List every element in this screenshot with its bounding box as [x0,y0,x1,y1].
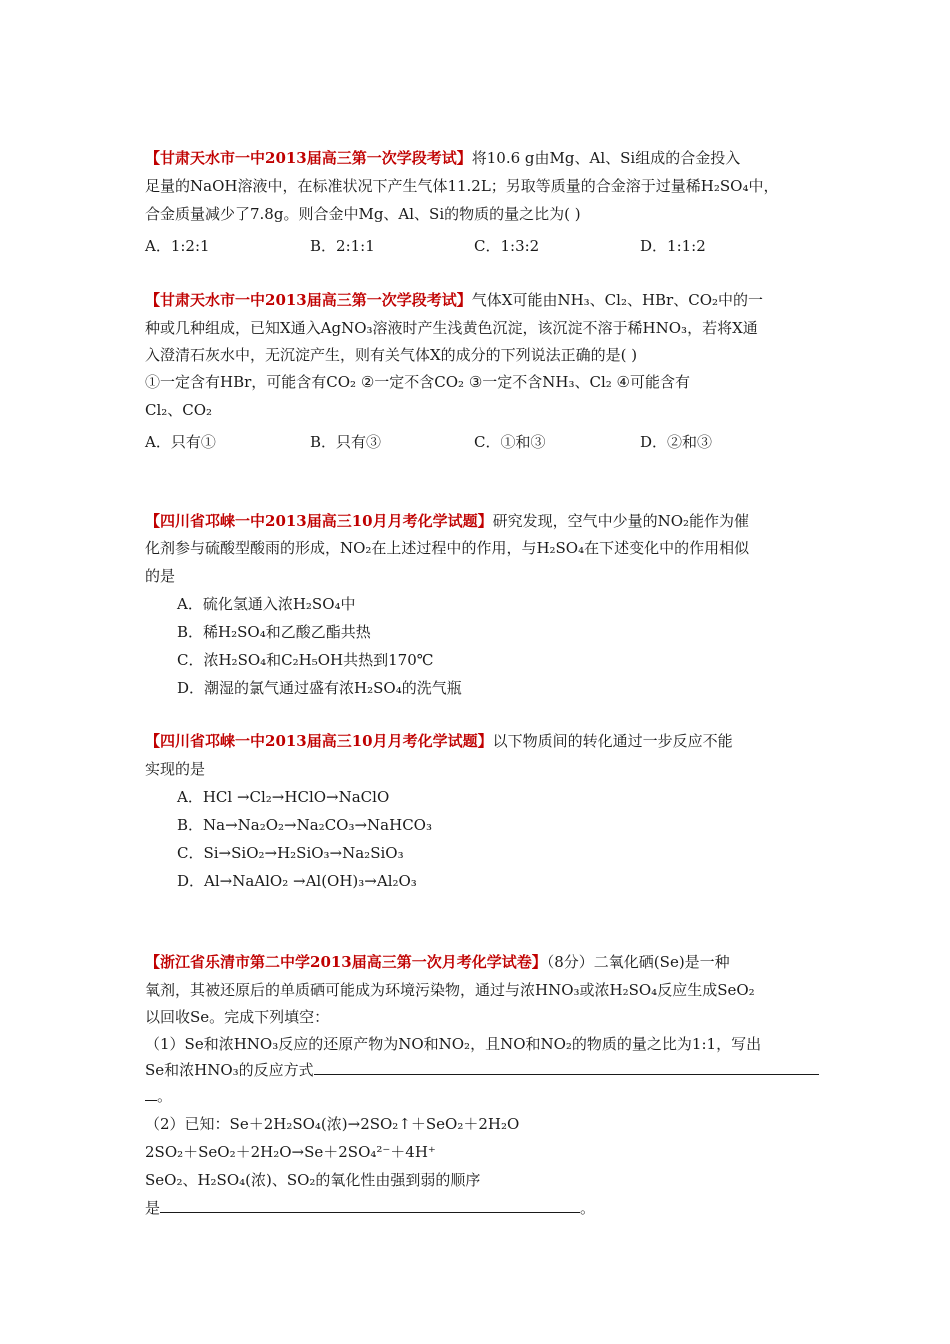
q1-option-a: A．1:2:1 [145,237,210,255]
q5-line5 [145,1060,819,1080]
q5-line2: 氧剂，其被还原后的单质硒可能成为环境污染物，通过与浓HNO₃或浓H₂SO₄反应生成SeO₂ [145,981,755,999]
q1-option-d: D．1:1:2 [640,237,706,255]
q2-line5: Cl₂、CO₂ [145,401,213,419]
q4-line2: 实现的是 [145,760,206,778]
q3-line3: 的是 [145,567,176,585]
q4-option-a: A．HCl →Cl₂→HClO→NaClO [177,788,390,806]
q2-option-a: A．只有① [145,433,216,451]
q1-source: 【甘肃天水市一中2013届高三第一次学段考试】 [145,149,472,167]
q5-line8: 2SO₂＋SeO₂＋2H₂O→Se＋2SO₄²⁻＋4H⁺ [145,1143,436,1161]
q5-text1: （8分）二氧化硒(Se)是一种 [546,953,730,971]
q1-option-c: C．1:3:2 [474,237,540,255]
q2-option-d: D．②和③ [640,433,713,451]
q2-option-b: B．只有③ [310,433,382,451]
q5-line10 [145,1198,595,1218]
q3-source: 【四川省邛崃一中2013届高三10月月考化学试题】 [145,512,493,530]
q2-text1: 气体X可能由NH₃、Cl₂、HBr、CO₂中的一 [471,291,764,309]
answer-blank-1[interactable] [314,1060,819,1075]
q3-line2: 化剂参与硫酸型酸雨的形成，NO₂在上述过程中的作用，与H₂SO₄在下述变化中的作用相似 [145,539,750,557]
q5-line7: （2）已知：Se＋2H₂SO₄(浓)→2SO₂↑＋SeO₂＋2H₂O [145,1115,520,1133]
q3-option-d: D．潮湿的氯气通过盛有浓H₂SO₄的洗气瓶 [177,679,462,697]
q4-text1: 以下物质间的转化通过一步反应不能 [492,732,733,750]
q4-source: 【四川省邛崃一中2013届高三10月月考化学试题】 [145,732,493,750]
q5-line4: （1）Se和浓HNO₃反应的还原产物为NO和NO₂，且NO和NO₂的物质的量之比为1:1，写出 [145,1035,762,1053]
q2-line4: ①一定含有HBr，可能含有CO₂ ②一定不含CO₂ ③一定不含NH₃、Cl₂ ④可能含有 [145,373,691,391]
q1-line3: 合金质量减少了7.8g。则合金中Mg、Al、Si的物质的量之比为( ) [145,205,581,223]
q3-option-c: C．浓H₂SO₄和C₂H₅OH共热到170℃ [177,651,434,669]
q3-line1 [145,511,749,531]
q5-line6-end: 。 [157,1087,173,1105]
q4-line1 [145,731,733,751]
q2-source: 【甘肃天水市一中2013届高三第一次学段考试】 [145,291,472,309]
q3-option-a: A．硫化氢通入浓H₂SO₄中 [177,595,356,613]
q4-option-b: B．Na→Na₂O₂→Na₂CO₃→NaHCO₃ [177,816,432,834]
q5-line6 [145,1086,172,1106]
q5-line10-start: 是 [145,1199,161,1217]
q1-line2: 足量的NaOH溶液中，在标准状况下产生气体11.2L；另取等质量的合金溶于过量稀H₂SO₄中， [145,177,779,195]
answer-blank-1-cont[interactable] [145,1086,157,1101]
q1-line1 [145,148,740,168]
q2-line2: 种或几种组成，已知X通入AgNO₃溶液时产生浅黄色沉淀，该沉淀不溶于稀HNO₃，若将X通 [145,319,758,337]
q2-line1 [145,290,763,310]
q5-line3: 以回收Se。完成下列填空： [145,1008,330,1026]
q4-option-c: C．Si→SiO₂→H₂SiO₃→Na₂SiO₃ [177,844,404,862]
answer-blank-2[interactable] [160,1198,580,1213]
q3-option-b: B．稀H₂SO₄和乙酸乙酯共热 [177,623,371,641]
q5-source: 【浙江省乐清市第二中学2013届高三第一次月考化学试卷】 [145,953,547,971]
q5-line10-end: 。 [580,1199,596,1217]
q1-text1: 将10.6 g由Mg、Al、Si组成的合金投入 [471,149,741,167]
q2-option-c: C．①和③ [474,433,546,451]
q4-option-d: D．Al→NaAlO₂ →Al(OH)₃→Al₂O₃ [177,872,417,890]
q2-line3: 入澄清石灰水中，无沉淀产生，则有关气体X的成分的下列说法正确的是( ) [145,346,638,364]
q5-line9: SeO₂、H₂SO₄(浓)、SO₂的氧化性由强到弱的顺序 [145,1171,481,1189]
q5-line1 [145,952,730,972]
q5-text5: Se和浓HNO₃的反应方式 [145,1061,314,1079]
q3-text1: 研究发现，空气中少量的NO₂能作为催 [492,512,750,530]
q1-option-b: B．2:1:1 [310,237,375,255]
